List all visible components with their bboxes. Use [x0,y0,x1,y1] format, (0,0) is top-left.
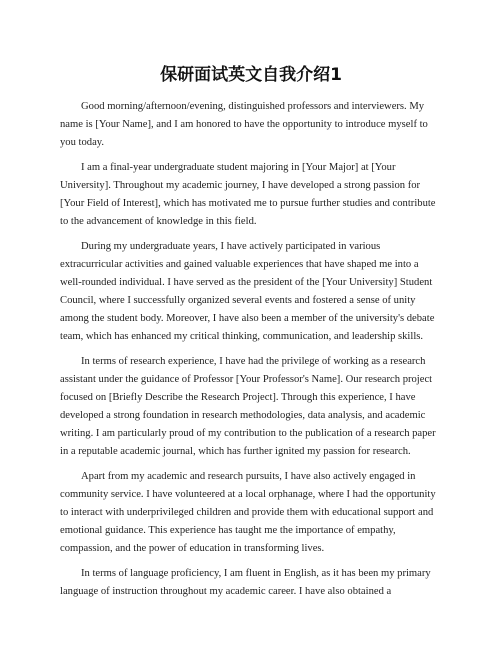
text-line: name is [Your Name], and I am honored to have the opportunity to introduce myself to [60,119,428,130]
text-line: in a reputable academic journal, which has further ignited my passion for research. [60,446,411,457]
text-line: Apart from my academic and research pursuits, I have also actively engaged in [81,471,416,482]
paragraph-5 [60,468,444,558]
text-line: During my undergraduate years, I have actively participated in various [81,241,381,252]
document-body [60,98,444,608]
text-line: to the advancement of knowledge in this field. [60,216,257,227]
paragraph-2 [60,159,444,231]
paragraph-4 [60,353,444,461]
paragraph-3 [60,238,444,346]
text-line: writing. I am particularly proud of my contribution to the publication of a research paper [60,428,436,439]
text-line: In terms of language proficiency, I am fluent in English, as it has been my primary [81,568,431,579]
text-line: well-rounded individual. I have served as the president of the [Your University] Student [60,277,433,288]
text-line: I am a final-year undergraduate student majoring in [Your Major] at [Your [81,162,396,173]
text-line: Good morning/afternoon/evening, distinguished professors and interviewers. My [81,101,425,112]
text-line: extracurricular activities and gained valuable experiences that have shaped me into a [60,259,419,270]
text-line: team, which has enhanced my critical thinking, communication, and leadership skills. [60,331,424,342]
text-line: [Your Field of Interest], which has motivated me to pursue further studies and contribute [60,198,436,209]
text-line: emotional guidance. This experience has taught me the importance of empathy, [60,525,396,536]
text-line: Council, where I successfully organized several events and fostered a sense of unity [60,295,416,306]
text-line: language of instruction throughout my academic career. I have also obtained a [60,586,392,597]
text-line: In terms of research experience, I have had the privilege of working as a research [81,356,426,367]
paragraph-1 [60,98,444,152]
text-line: developed a strong foundation in research methodologies, data analysis, and academic [60,410,426,421]
text-line: you today. [60,137,105,148]
text-line: community service. I have volunteered at a local orphanage, where I had the opportunity [60,489,436,500]
text-line: focused on [Briefly Describe the Research Project]. Through this experience, I have [60,392,416,403]
text-line: University]. Throughout my academic journey, I have developed a strong passion for [60,180,421,191]
text-line: compassion, and the power of education in transforming lives. [60,543,325,554]
text-line: assistant under the guidance of Professor [Your Professor's Name]. Our research project [60,374,433,385]
text-line: among the student body. Moreover, I have also been a member of the university's debate [60,313,435,324]
paragraph-6 [60,565,444,601]
document-title: 保研面试英文自我介绍1 [160,65,342,85]
text-line: to interact with underprivileged children and provide them with educational support and [60,507,434,518]
